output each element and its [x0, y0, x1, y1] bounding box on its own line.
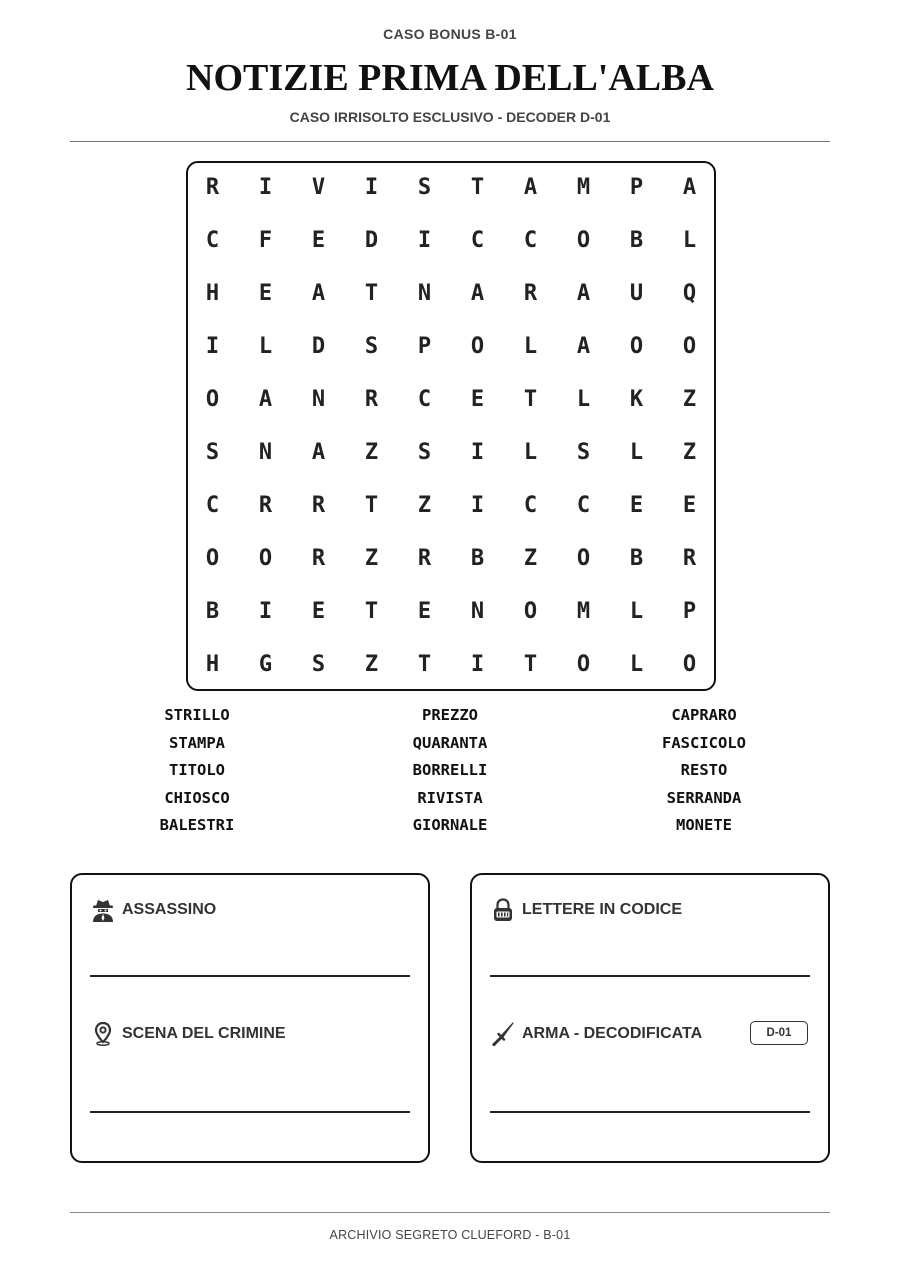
- grid-letter[interactable]: R: [523, 281, 538, 306]
- grid-letter[interactable]: A: [682, 175, 697, 200]
- grid-letter[interactable]: Z: [417, 493, 432, 518]
- grid-letter[interactable]: Q: [682, 281, 697, 306]
- grid-letter[interactable]: I: [205, 334, 220, 359]
- grid-letter[interactable]: L: [523, 440, 538, 465]
- grid-letter[interactable]: O: [576, 546, 591, 571]
- grid-letter[interactable]: C: [523, 228, 538, 253]
- assassin-answer-line[interactable]: [90, 975, 410, 977]
- code-letters-label: LETTERE IN CODICE: [522, 901, 683, 918]
- grid-letter[interactable]: R: [311, 493, 326, 518]
- grid-letter[interactable]: S: [417, 175, 432, 200]
- grid-letter[interactable]: C: [523, 493, 538, 518]
- grid-letter[interactable]: R: [205, 175, 220, 200]
- grid-letter[interactable]: P: [682, 599, 697, 624]
- grid-letter[interactable]: O: [682, 334, 697, 359]
- answer-box-left: [70, 873, 430, 1163]
- grid-letter[interactable]: D: [364, 228, 379, 253]
- code-letters-answer-line[interactable]: [490, 975, 810, 977]
- grid-letter[interactable]: Z: [364, 546, 379, 571]
- grid-letter[interactable]: Z: [364, 440, 379, 465]
- grid-letter[interactable]: C: [470, 228, 485, 253]
- grid-letter[interactable]: A: [576, 281, 591, 306]
- word-list-item: CAPRARO: [671, 706, 737, 724]
- grid-letter[interactable]: E: [417, 599, 432, 624]
- word-list-item: QUARANTA: [412, 733, 488, 752]
- grid-letter[interactable]: N: [258, 440, 273, 465]
- word-list-item: TITOLO: [169, 761, 225, 779]
- word-search-grid: [186, 161, 716, 691]
- grid-letter[interactable]: E: [258, 281, 273, 306]
- grid-letter[interactable]: Z: [682, 387, 697, 412]
- grid-letter[interactable]: P: [629, 175, 644, 200]
- dagger-icon: [490, 1021, 516, 1047]
- grid-letter[interactable]: T: [364, 493, 379, 518]
- grid-letter[interactable]: A: [576, 334, 591, 359]
- crime-scene-answer-line[interactable]: [90, 1111, 410, 1113]
- grid-letter[interactable]: A: [470, 281, 485, 306]
- grid-letter[interactable]: V: [311, 175, 326, 200]
- word-list-item: STAMPA: [169, 733, 225, 752]
- grid-letter[interactable]: E: [311, 599, 326, 624]
- word-list-item: CHIOSCO: [164, 788, 230, 807]
- grid-letter[interactable]: A: [311, 281, 326, 306]
- grid-letter[interactable]: C: [205, 228, 220, 253]
- grid-letter[interactable]: O: [629, 334, 644, 359]
- grid-letter[interactable]: B: [470, 546, 485, 571]
- word-list-item: SERRANDA: [666, 788, 742, 807]
- weapon-label: ARMA - DECODIFICATA: [522, 1025, 703, 1042]
- decoder-badge: D-01: [750, 1021, 808, 1045]
- grid-letter[interactable]: I: [470, 493, 485, 518]
- detective-icon: [90, 897, 116, 923]
- grid-letter[interactable]: T: [417, 652, 432, 677]
- grid-letter[interactable]: T: [364, 599, 379, 624]
- grid-letter[interactable]: F: [258, 228, 273, 253]
- grid-letter[interactable]: T: [523, 387, 538, 412]
- word-list-item: BALESTRI: [159, 816, 235, 834]
- grid-letter[interactable]: I: [417, 228, 432, 253]
- grid-letter[interactable]: I: [258, 599, 273, 624]
- word-list-item: MONETE: [676, 816, 732, 834]
- page-subtitle: CASO IRRISOLTO ESCLUSIVO - DECODER D-01: [289, 109, 611, 125]
- grid-letter[interactable]: T: [470, 175, 485, 200]
- grid-letter[interactable]: O: [682, 652, 697, 677]
- grid-letter[interactable]: H: [205, 652, 220, 677]
- answer-box-right: [470, 873, 830, 1163]
- grid-letter[interactable]: R: [258, 493, 273, 518]
- grid-letter[interactable]: T: [364, 281, 379, 306]
- grid-letter[interactable]: S: [205, 440, 220, 465]
- grid-letter[interactable]: L: [629, 440, 644, 465]
- crime-scene-label: SCENA DEL CRIMINE: [122, 1025, 286, 1042]
- footer-text: ARCHIVIO SEGRETO CLUEFORD - B-01: [329, 1228, 571, 1242]
- grid-letter[interactable]: L: [523, 334, 538, 359]
- grid-letter[interactable]: S: [364, 334, 379, 359]
- grid-letter[interactable]: Z: [682, 440, 697, 465]
- word-list-item: PREZZO: [422, 706, 478, 724]
- word-list-item: RESTO: [680, 761, 728, 779]
- grid-letter[interactable]: I: [258, 175, 273, 200]
- word-list-item: RIVISTA: [417, 788, 483, 807]
- grid-letter[interactable]: B: [629, 546, 644, 571]
- grid-letter[interactable]: A: [523, 175, 538, 200]
- word-list-item: BORRELLI: [412, 761, 488, 779]
- padlock-icon: [490, 897, 516, 923]
- grid-letter[interactable]: B: [629, 228, 644, 253]
- grid-letter[interactable]: I: [470, 440, 485, 465]
- grid-letter[interactable]: N: [417, 281, 432, 306]
- case-code: CASO BONUS B-01: [383, 26, 517, 42]
- grid-letter[interactable]: M: [576, 599, 591, 624]
- word-list-item: STRILLO: [164, 706, 230, 724]
- word-list-column-2: [350, 702, 550, 840]
- grid-letter[interactable]: T: [523, 652, 538, 677]
- grid-letter[interactable]: O: [205, 546, 220, 571]
- grid-letter[interactable]: I: [364, 175, 379, 200]
- grid-letter[interactable]: O: [205, 387, 220, 412]
- weapon-answer-line[interactable]: [490, 1111, 810, 1113]
- grid-letter[interactable]: K: [629, 387, 644, 412]
- grid-letter[interactable]: S: [576, 440, 591, 465]
- grid-letter[interactable]: R: [311, 546, 326, 571]
- grid-letter[interactable]: R: [417, 546, 432, 571]
- grid-letter[interactable]: H: [205, 281, 220, 306]
- grid-letter[interactable]: D: [311, 334, 326, 359]
- grid-letter[interactable]: I: [470, 652, 485, 677]
- grid-letter[interactable]: O: [576, 652, 591, 677]
- grid-letter[interactable]: L: [576, 387, 591, 412]
- grid-letter[interactable]: O: [470, 334, 485, 359]
- grid-letter[interactable]: E: [682, 493, 697, 518]
- grid-letter[interactable]: G: [258, 652, 273, 677]
- grid-letter[interactable]: R: [364, 387, 379, 412]
- footer-divider: [70, 1212, 830, 1213]
- grid-letter[interactable]: L: [629, 652, 644, 677]
- grid-letter[interactable]: L: [682, 228, 697, 253]
- grid-letter[interactable]: N: [311, 387, 326, 412]
- grid-letter[interactable]: C: [205, 493, 220, 518]
- grid-letter[interactable]: O: [576, 228, 591, 253]
- grid-letter[interactable]: E: [629, 493, 644, 518]
- grid-letter[interactable]: O: [258, 546, 273, 571]
- grid-letter[interactable]: E: [470, 387, 485, 412]
- grid-letter[interactable]: R: [682, 546, 697, 571]
- grid-letter[interactable]: A: [311, 440, 326, 465]
- word-list-item: FASCICOLO: [662, 733, 746, 752]
- grid-letter[interactable]: E: [311, 228, 326, 253]
- grid-letter[interactable]: L: [629, 599, 644, 624]
- grid-letter[interactable]: C: [417, 387, 432, 412]
- grid-letter[interactable]: Z: [364, 652, 379, 677]
- grid-letter[interactable]: S: [417, 440, 432, 465]
- grid-letter[interactable]: B: [205, 599, 220, 624]
- grid-letter[interactable]: C: [576, 493, 591, 518]
- grid-letter[interactable]: Z: [523, 546, 538, 571]
- grid-letter[interactable]: A: [258, 387, 273, 412]
- grid-letter[interactable]: P: [417, 334, 432, 359]
- grid-letter[interactable]: L: [258, 334, 273, 359]
- grid-letter[interactable]: S: [311, 652, 326, 677]
- header-divider: [70, 141, 830, 142]
- grid-letter[interactable]: O: [523, 599, 538, 624]
- grid-letter[interactable]: U: [629, 281, 644, 306]
- map-pin-icon: [90, 1021, 116, 1047]
- page-title: NOTIZIE PRIMA DELL'ALBA: [186, 57, 714, 99]
- word-list-column-1: [97, 702, 297, 840]
- grid-letter[interactable]: N: [470, 599, 485, 624]
- word-list-column-3: [604, 702, 804, 840]
- grid-letter[interactable]: M: [576, 175, 591, 200]
- assassin-label: ASSASSINO: [122, 901, 217, 918]
- word-list-item: GIORNALE: [412, 816, 488, 834]
